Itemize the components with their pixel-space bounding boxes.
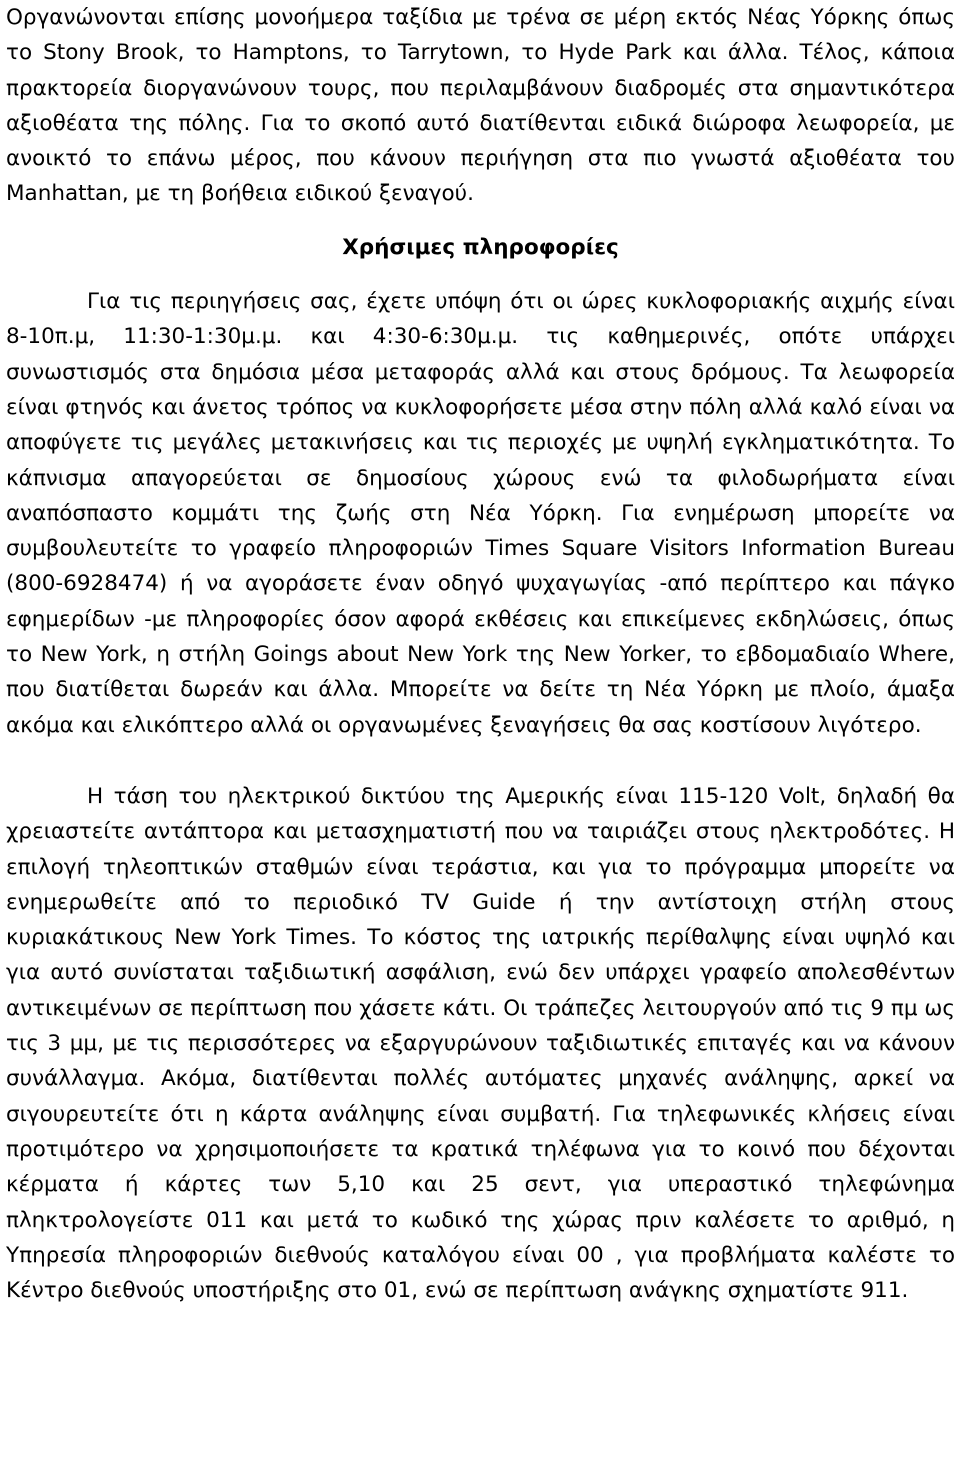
paragraph-intro: Οργανώνονται επίσης μονοήμερα ταξίδια με τρένα σε μέρη εκτός Νέας Υόρκης όπως το Stony Brook, το Hamptons, το Tarrytown, το Hyde Park και άλλα. Τέλος, κάποια πρακτορεία διοργανώνουν τουρς, που περιλαμβάνουν διαδρομές στα σημαντικότερα αξιοθέατα της πόλης. Για το σκοπό αυτό διατίθενται ειδικά διώροφα λεωφορεία, με ανοικτό το επάνω μέρος, που κάνουν περιήγηση στα πιο γνωστά αξιοθέατα του Manhattan, με τη βοήθεια ειδικού ξεναγού.: [6, 5, 955, 207]
paragraph-practical: Η τάση του ηλεκτρικού δικτύου της Αμερικής είναι 115-120 Volt, δηλαδή θα χρειαστείτε αντάπτορα και μετασχηματιστή που να ταιριάζει στους ηλεκτροδότες. Η επιλογή τηλεοπτικών σταθμών είναι τεράστια, και για το πρόγραμμα μπορείτε να ενημερωθείτε από το περιοδικό TV Guide ή την αντίστοιχη στήλη στους κυριακάτικους New York Times. Το κόστος της ιατρικής περίθαλψης είναι υψηλό και για αυτό συνίσταται ταξιδιωτική ασφάλιση, ενώ δεν υπάρχει γραφείο απολεσθέντων αντικειμένων σε περίπτωση που χάσετε κάτι. Οι τράπεζες λειτουργούν από τις 9 πμ ως τις 3 μμ, με τις περισσότερες να εξαργυρώνουν ταξιδιωτικές επιταγές και να κάνουν συνάλλαγμα. Ακόμα, διατίθενται πολλές αυτόματες μηχανές ανάληψης, αρκεί να σιγουρευτείτε ότι η κάρτα ανάληψης είναι συμβατή. Για τηλεφωνικές κλήσεις είναι προτιμότερο να χρησιμοποιήσετε τα κρατικά τηλέφωνα για το κοινό που δέχονται κέρματα ή κάρτες των 5,10 και 25 σεντ, για υπεραστικό τηλεφώνημα πληκτρολογείστε 011 και μετά το κωδικό της χώρας πριν καλέσετε το αριθμό, η Υπηρεσία πληροφοριών διεθνούς καταλόγου είναι 00 , για προβλήματα καλέστε το Κέντρο διεθνούς υποστήριξης στο 01, ενώ σε περίπτωση ανάγκης σχηματίστε 911.: [6, 783, 955, 1304]
spacer: [6, 212, 955, 230]
spacer: [6, 743, 955, 779]
section-heading: Χρήσιμες πληροφορίες: [342, 234, 619, 260]
spacer: [6, 265, 955, 284]
paragraph-info: Για τις περιηγήσεις σας, έχετε υπόψη ότι οι ώρες κυκλοφοριακής αιχμής είναι 8-10π.μ, 11:30-1:30μ.μ. και 4:30-6:30μ.μ. τις καθημερινές, οπότε υπάρχει συνωστισμός στα δημόσια μέσα μεταφοράς αλλά και στους δρόμους. Τα λεωφορεία είναι φτηνός και άνετος τρόπος να κυκλοφορήσετε μέσα στην πόλη αλλά καλό είναι να αποφύγετε τις μεγάλες μετακινήσεις και τις περιοχές με υψηλή εγκληματικότητα. Το κάπνισμα απαγορεύεται σε δημοσίους χώρους ενώ τα φιλοδωρήματα είναι αναπόσπαστο κομμάτι της ζωής στη Νέα Υόρκη. Για ενημέρωση μπορείτε να συμβουλευτείτε το γραφείο πληροφοριών Times Square Visitors Information Bureau (800-6928474) ή να αγοράσετε έναν οδηγό ψυχαγωγίας -από περίπτερο και πάγκο εφημερίδων -με πληροφορίες όσον αφορά εκθέσεις και επικείμενες εκδηλώσεις, όπως το New York, η στήλη Goings about New York της New Yorker, το εβδομαδιαίο Where, που διατίθεται δωρεάν και άλλα. Μπορείτε να δείτε τη Νέα Υόρκη με πλοίο, άμαξα ακόμα και ελικόπτερο αλλά οι οργανωμένες ξεναγήσεις θα σας κοστίσουν λιγότερο.: [6, 289, 955, 738]
document-page: [6, 0, 955, 1308]
